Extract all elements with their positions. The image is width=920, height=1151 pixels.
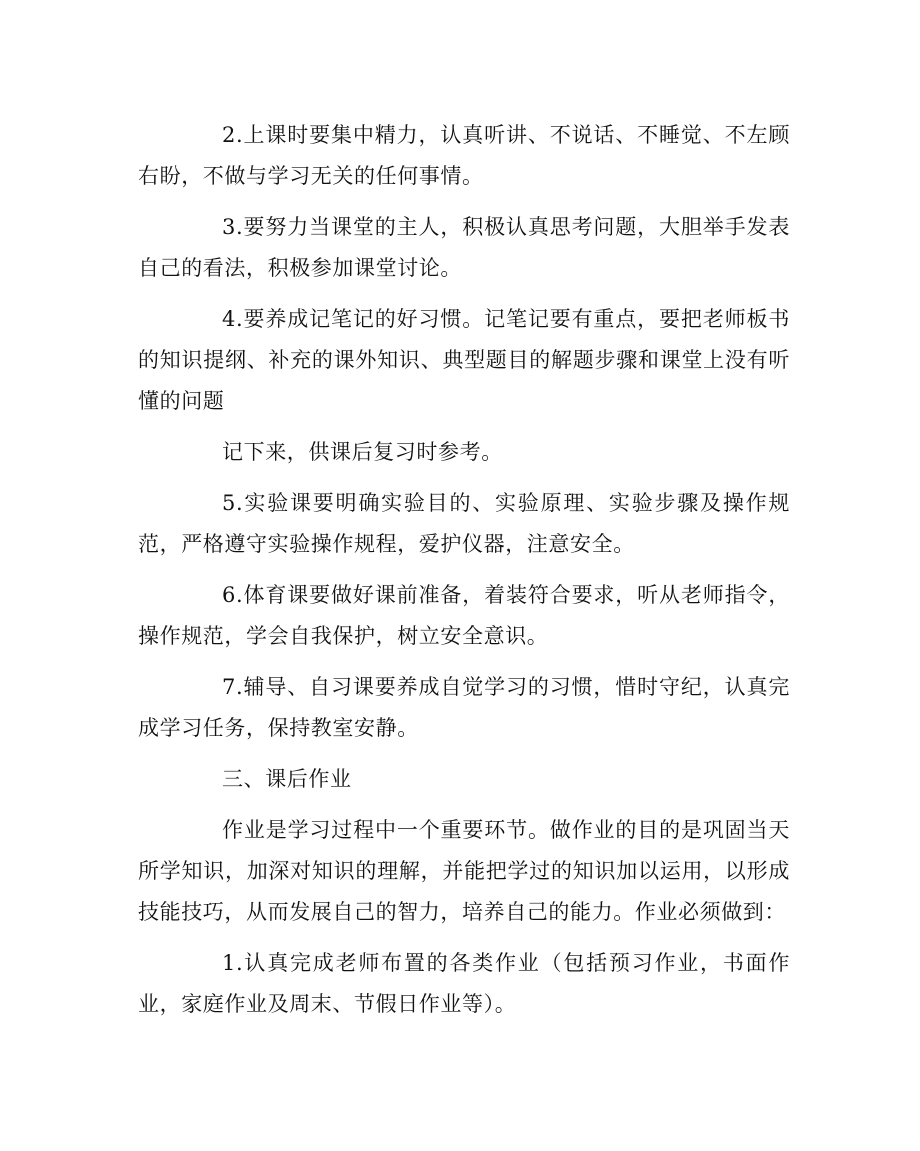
document-body — [138, 115, 790, 1035]
section-heading-homework: 三、课后作业 — [222, 767, 352, 791]
paragraph-homework-intro: 作业是学习过程中一个重要环节。做作业的目的是巩固当天所学知识，加深对知识的理解，并能把学过的知识加以运用，以形成技能技巧，从而发展自己的智力，培养自己的能力。作业必须做到： — [138, 818, 790, 924]
paragraph-item-5: 5.实验课要明确实验目的、实验原理、实验步骤及操作规范，严格遵守实验操作规程，爱护仪器，注意安全。 — [138, 491, 790, 556]
paragraph-item-2: 2.上课时要集中精力，认真听讲、不说话、不睡觉、不左顾右盼，不做与学习无关的任何事情。 — [138, 123, 790, 188]
paragraph-item-3: 3.要努力当课堂的主人，积极认真思考问题，大胆举手发表自己的看法，积极参加课堂讨论。 — [138, 215, 790, 280]
paragraph-homework-item-1: 1.认真完成老师布置的各类作业（包括预习作业，书面作业，家庭作业及周末、节假日作业等）。 — [138, 951, 790, 1016]
paragraph-item-4-continued: 记下来，供课后复习时参考。 — [222, 440, 503, 464]
paragraph-item-7: 7.辅导、自习课要养成自觉学习的习惯，惜时守纪，认真完成学习任务，保持教室安静。 — [138, 675, 790, 740]
paragraph-item-6: 6.体育课要做好课前准备，着装符合要求，听从老师指令，操作规范，学会自我保护，树立安全意识。 — [138, 583, 790, 648]
paragraph-item-4: 4.要养成记笔记的好习惯。记笔记要有重点，要把老师板书的知识提纲、补充的课外知识、典型题目的解题步骤和课堂上没有听懂的问题 — [138, 307, 790, 413]
